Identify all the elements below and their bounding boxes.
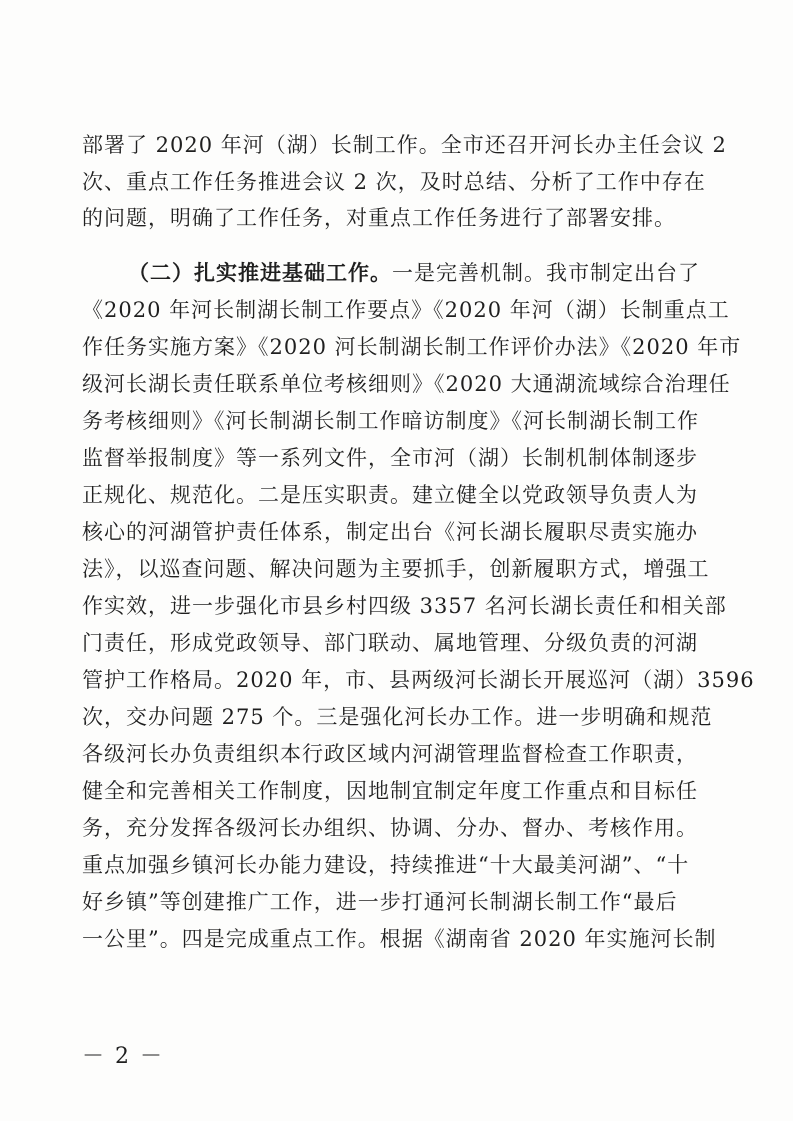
text-line: 健全和完善相关工作制度，因地制宜制定年度工作重点和目标任 <box>82 779 698 803</box>
text-line: 法》，以巡查问题、解决问题为主要抓手，创新履职方式，增强工 <box>82 557 710 581</box>
text-line: 正规化、规范化。二是压实职责。建立健全以党政领导负责人为 <box>82 483 698 507</box>
text-line: 务，充分发挥各级河长办组织、协调、分办、督办、考核作用。 <box>82 816 698 840</box>
text-line: 一公里”。四是完成重点工作。根据《湖南省 2020 年实施河长制 <box>82 927 717 951</box>
text-line: 作任务实施方案》《2020 河长制湖长制工作评价办法》《2020 年市 <box>82 335 742 359</box>
text-line: 好乡镇”等创建推广工作，进一步打通河长制湖长制工作“最后 <box>82 890 678 914</box>
page-number: － 2 － <box>82 1044 164 1069</box>
section-heading: （二）扎实推进基础工作。 <box>128 260 392 285</box>
text-line: 次，交办问题 275 个。三是强化河长办工作。进一步明确和规范 <box>82 705 713 729</box>
text-line: 级河长湖长责任联系单位考核细则》《2020 大通湖流域综合治理任 <box>82 372 731 396</box>
text-line: 核心的河湖管护责任体系，制定出台《河长湖长履职尽责实施办 <box>82 520 698 544</box>
text-line: 次、重点工作任务推进会议 2 次，及时总结、分析了工作中存在 <box>82 170 706 194</box>
text-line: 的问题，明确了工作任务，对重点工作任务进行了部署安排。 <box>82 206 676 230</box>
section-paragraph-start <box>128 256 722 290</box>
text-line: 门责任，形成党政领导、部门联动、属地管理、分级负责的河湖 <box>82 631 698 655</box>
text-line: 监督举报制度》等一系列文件，全市河（湖）长制机制体制逐步 <box>82 446 698 470</box>
text-line: 作实效，进一步强化市县乡村四级 3357 名河长湖长责任和相关部 <box>82 594 727 618</box>
text-line: 管护工作格局。2020 年，市、县两级河长湖长开展巡河（湖）3596 <box>82 668 755 692</box>
text-line: 重点加强乡镇河长办能力建设，持续推进“十大最美河湖”、“十 <box>82 853 690 877</box>
section-heading-continuation: 一是完善机制。我市制定出台了 <box>392 261 700 285</box>
text-line: 务考核细则》《河长制湖长制工作暗访制度》《河长制湖长制工作 <box>82 409 699 433</box>
text-line: 《2020 年河长制湖长制工作要点》《2020 年河（湖）长制重点工 <box>82 298 730 322</box>
text-line: 各级河长办负责组织本行政区域内河湖管理监督检查工作职责， <box>82 742 698 766</box>
text-line: 部署了 2020 年河（湖）长制工作。全市还召开河长办主任会议 2 <box>82 133 727 157</box>
